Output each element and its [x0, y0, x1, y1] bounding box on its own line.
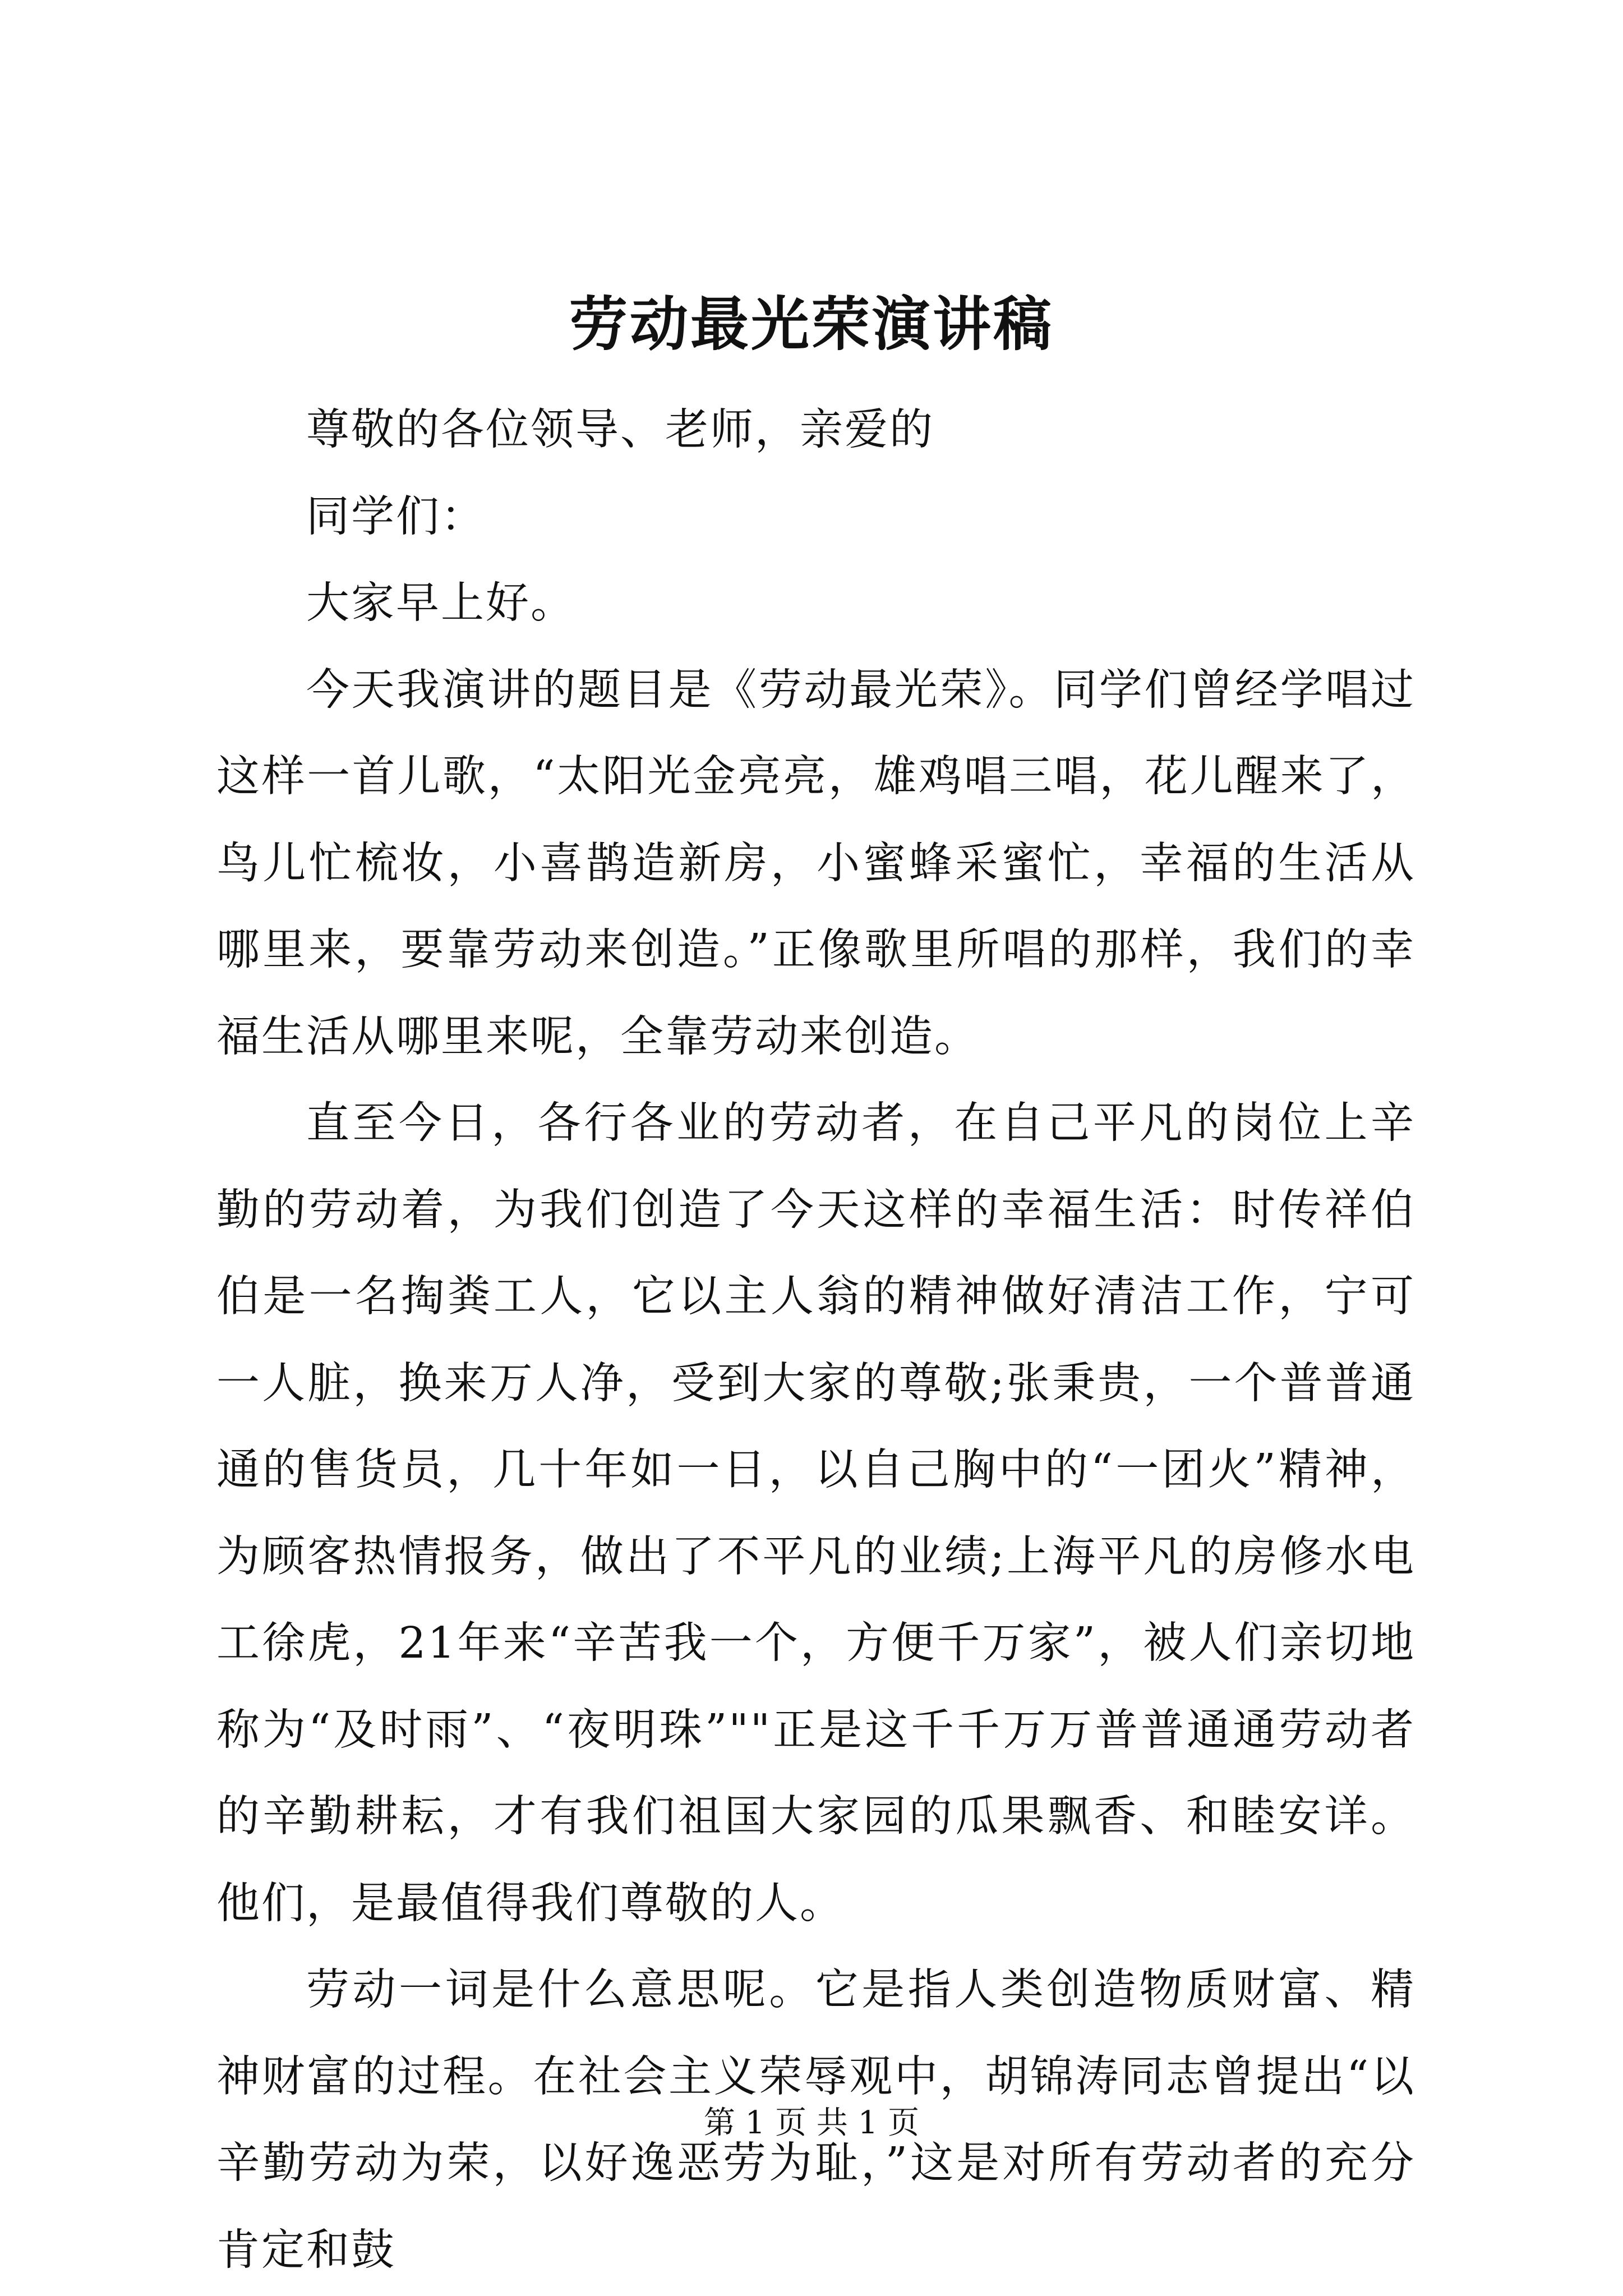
- paragraph-greeting: 大家早上好。: [306, 578, 575, 628]
- paragraph-examples: 直至今日，各行各业的劳动者，在自己平凡的岗位上辛勤的劳动着，为我们创造了今天这样的幸福生活：时传祥伯伯是一名掏粪工人，它以主人翁的精神做好清洁工作，宁可一人脏，换来万人净，受到大家的尊敬;张秉贵，一个普普通通的售货员，几十年如一日，以自己胸中的“一团火”精神，为顾客热情报务，做出了不平凡的业绩;上海平凡的房修水电工徐虎，21年来“辛苦我一个，方便千万家”，被人们亲切地称为“及时雨”、“夜明珠”""正是这千千万万普普通通劳动者的辛勤耕耘，才有我们祖国大家园的瓜果飘香、和睦安详。他们，是最值得我们尊敬的人。: [216, 1098, 1415, 1929]
- document-body: [216, 387, 1415, 2294]
- paragraph-definition: 劳动一词是什么意思呢。它是指人类创造物质财富、精神财富的过程。在社会主义荣辱观中，胡锦涛同志曾提出“以辛勤劳动为荣，以好逸恶劳为耻，”这是对所有劳动者的充分肯定和鼓: [216, 1965, 1415, 2275]
- paragraph-addressee: 同学们：: [306, 491, 486, 542]
- paragraph-topic: 今天我演讲的题目是《劳动最光荣》。同学们曾经学唱过这样一首儿歌，“太阳光金亮亮，雄鸡唱三唱，花儿醒来了，鸟儿忙梳妆，小喜鹊造新房，小蜜蜂采蜜忙，幸福的生活从哪里来，要靠劳动来创造。”正像歌里所唱的那样，我们的幸福生活从哪里来呢，全靠劳动来创造。: [216, 665, 1415, 1062]
- page-footer: 第 1 页 共 1 页: [703, 2105, 920, 2141]
- paragraph-salutation: 尊敬的各位领导、老师，亲爱的: [306, 405, 934, 455]
- document-title: 劳动最光荣演讲稿: [569, 289, 1054, 358]
